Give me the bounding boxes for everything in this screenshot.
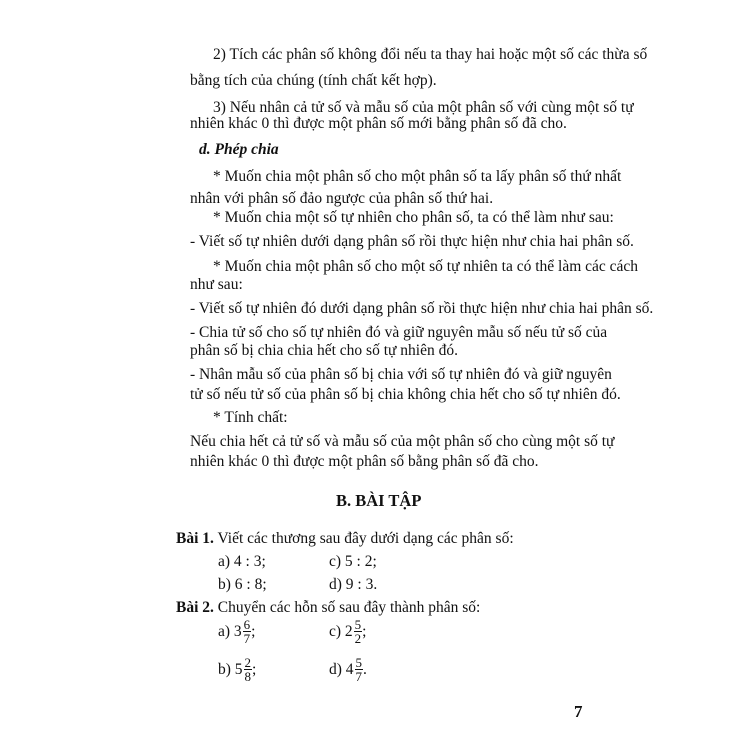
exercise1-b: b) 6 : 8; bbox=[218, 576, 267, 593]
division-rule3-way2-line2: phân số bị chia chia hết cho số tự nhiên đó. bbox=[190, 342, 458, 359]
exercise1-d: d) 9 : 3. bbox=[329, 576, 378, 593]
fraction-numerator: 6 bbox=[243, 617, 251, 632]
exercise1-a: a) 4 : 3; bbox=[218, 553, 266, 570]
property-line2: nhiên khác 0 thì được một phân số bằng phân số đã cho. bbox=[190, 453, 539, 470]
exercise1-c: c) 5 : 2; bbox=[329, 553, 377, 570]
item3-line1: 3) Nếu nhân cả tử số và mẫu số của một phân số với cùng một số tự bbox=[213, 99, 634, 116]
exercise2-d-label: d) bbox=[329, 660, 342, 678]
exercise2-c-fraction bbox=[354, 618, 363, 645]
exercise2-b bbox=[218, 656, 256, 683]
exercise2-c-whole: 2 bbox=[344, 622, 353, 640]
exercise2-a bbox=[218, 618, 255, 645]
fraction-numerator: 5 bbox=[354, 617, 362, 632]
property-line1: Nếu chia hết cả tử số và mẫu số của một phân số cho cùng một số tự bbox=[190, 433, 615, 450]
section-d-heading: d. Phép chia bbox=[199, 141, 279, 158]
property-label: * Tính chất: bbox=[213, 409, 288, 426]
item3-line2: nhiên khác 0 thì được một phân số mới bằng phân số đã cho. bbox=[190, 115, 567, 132]
exercise2-a-label: a) bbox=[218, 622, 231, 640]
exercise1 bbox=[176, 530, 514, 548]
fraction-denominator: 8 bbox=[244, 669, 252, 684]
division-rule1-line1: * Muốn chia một phân số cho một phân số ta lấy phân số thứ nhất bbox=[213, 168, 622, 185]
exercise1-label: Bài 1. bbox=[176, 530, 214, 547]
exercises-title: B. BÀI TẬP bbox=[336, 491, 422, 510]
fraction-denominator: 7 bbox=[355, 669, 363, 684]
exercise2-d bbox=[329, 656, 367, 683]
exercise2-label: Bài 2. bbox=[176, 599, 214, 616]
exercise2-a-whole: 3 bbox=[233, 622, 242, 640]
division-rule3-way3-line2: tử số nếu tử số của phân số bị chia không chia hết cho số tự nhiên đó. bbox=[190, 386, 621, 403]
exercise2-d-whole: 4 bbox=[345, 660, 354, 678]
division-rule1-line2: nhân với phân số đảo ngược của phân số thứ hai. bbox=[190, 190, 494, 207]
division-rule2: * Muốn chia một số tự nhiên cho phân số, ta có thể làm như sau: bbox=[213, 209, 614, 226]
fraction-numerator: 2 bbox=[244, 655, 252, 670]
exercise2-b-whole: 5 bbox=[234, 660, 243, 678]
item2-line1: 2) Tích các phân số không đổi nếu ta thay hai hoặc một số các thừa số bbox=[213, 46, 648, 63]
division-rule3-way2-line1: - Chia tử số cho số tự nhiên đó và giữ nguyên mẫu số nếu tử số của bbox=[190, 324, 608, 341]
division-rule3-way3-line1: - Nhân mẫu số của phân số bị chia với số tự nhiên đó và giữ nguyên bbox=[190, 366, 612, 383]
fraction-numerator: 5 bbox=[355, 655, 363, 670]
division-rule3-line2: như sau: bbox=[190, 276, 243, 293]
item2-line2: bằng tích của chúng (tính chất kết hợp). bbox=[190, 72, 437, 89]
exercise2-b-label: b) bbox=[218, 660, 231, 678]
page-number: 7 bbox=[574, 702, 583, 721]
exercise2-b-fraction bbox=[244, 656, 253, 683]
exercise2-a-tail: ; bbox=[251, 622, 256, 640]
exercise1-prompt: Viết các thương sau đây dưới dạng các phân số: bbox=[217, 530, 514, 547]
exercise2-d-fraction bbox=[355, 656, 364, 683]
exercise2-c-tail: ; bbox=[362, 622, 367, 640]
exercise2-d-tail: . bbox=[363, 660, 367, 678]
division-rule2-step: - Viết số tự nhiên dưới dạng phân số rồi thực hiện như chia hai phân số. bbox=[190, 233, 634, 250]
exercise2-prompt: Chuyển các hỗn số sau đây thành phân số: bbox=[217, 599, 481, 616]
exercise2-b-tail: ; bbox=[252, 660, 257, 678]
exercise2-c-label: c) bbox=[329, 622, 342, 640]
exercise2-a-fraction bbox=[243, 618, 252, 645]
fraction-denominator: 7 bbox=[243, 631, 251, 646]
exercise2-c bbox=[329, 618, 366, 645]
fraction-denominator: 2 bbox=[354, 631, 362, 646]
division-rule3-line1: * Muốn chia một phân số cho một số tự nhiên ta có thể làm các cách bbox=[213, 258, 639, 275]
exercise2 bbox=[176, 599, 480, 617]
division-rule3-way1: - Viết số tự nhiên đó dưới dạng phân số rồi thực hiện như chia hai phân số. bbox=[190, 300, 654, 317]
